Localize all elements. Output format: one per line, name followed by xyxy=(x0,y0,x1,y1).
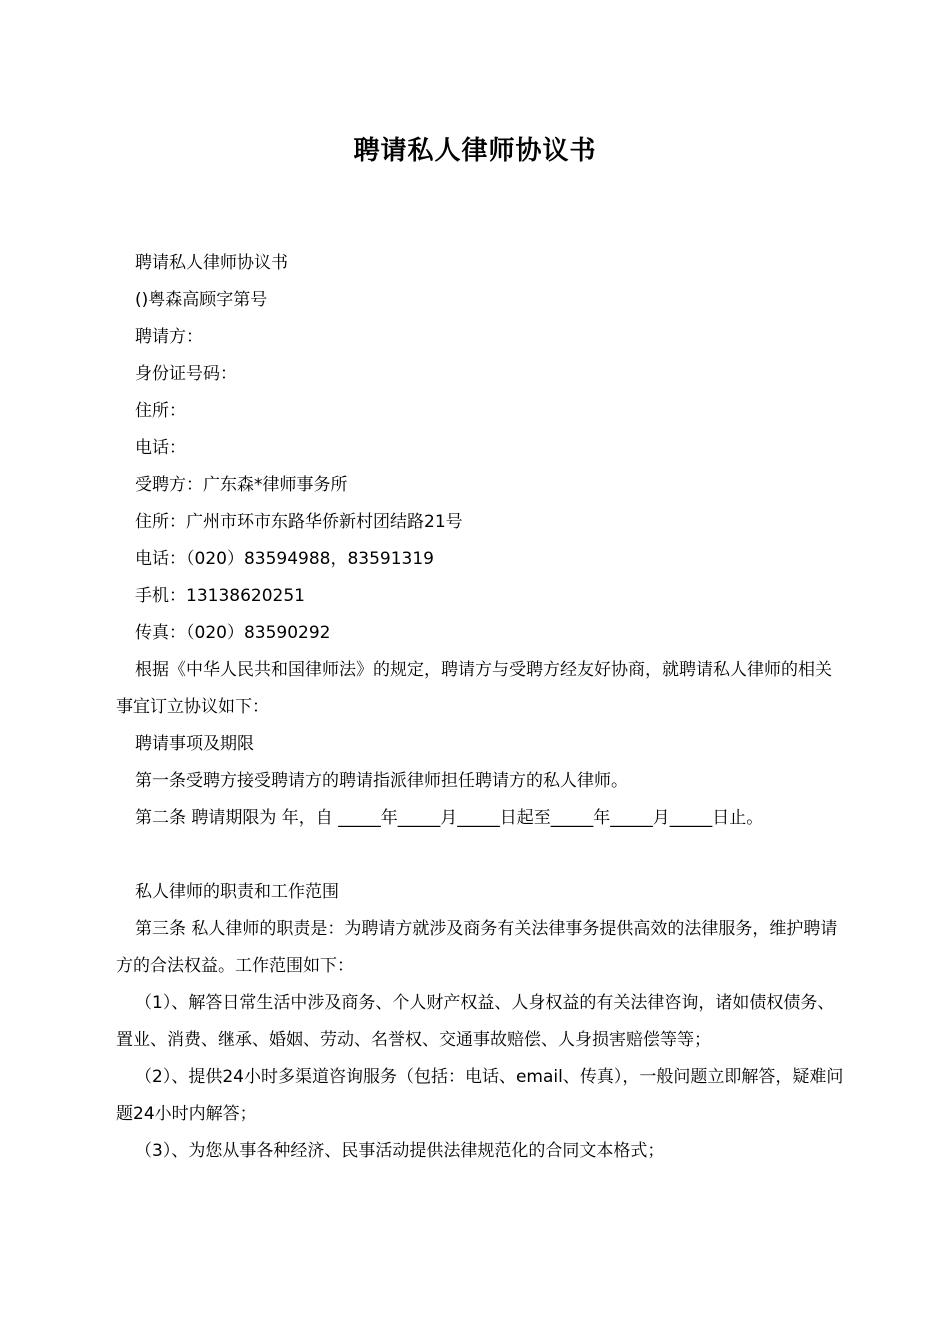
client-address-line: 住所： xyxy=(135,401,186,421)
scope-item-2: （2）、提供24小时多渠道咨询服务（包括：电话、email、传真），一般问题立即解答，疑难问题24小时内解答； xyxy=(116,1067,844,1124)
scope-item-3: （3）、为您从事各种经济、民事活动提供法律规范化的合同文本格式； xyxy=(135,1141,665,1161)
article-3: 第三条 私人律师的职责是：为聘请方就涉及商务有关法律事务提供高效的法律服务，维护聘请方的合法权益。工作范围如下： xyxy=(116,919,838,976)
document-title: 聘请私人律师协议书 xyxy=(353,136,597,166)
document-body xyxy=(116,245,846,1170)
article-1: 第一条受聘方接受聘请方的聘请指派律师担任聘请方的私人律师。 xyxy=(135,771,628,791)
id-number-line: 身份证号码： xyxy=(135,364,237,384)
firm-phone-line: 电话：（020）83594988，83591319 xyxy=(135,549,435,569)
file-number-line: ()粤森高顾字第号 xyxy=(135,290,268,310)
intro-paragraph: 根据《中华人民共和国律师法》的规定，聘请方与受聘方经友好协商，就聘请私人律师的相关事宜订立协议如下： xyxy=(116,660,832,717)
heading-line: 聘请私人律师协议书 xyxy=(135,253,288,273)
firm-mobile-line: 手机：13138620251 xyxy=(135,586,305,606)
firm-fax-line: 传真：（020）83590292 xyxy=(135,623,331,643)
scope-item-1: （1）、解答日常生活中涉及商务、个人财产权益、人身权益的有关法律咨询，诸如债权债务、置业、消费、继承、婚姻、劳动、名誉权、交通事故赔偿、人身损害赔偿等等； xyxy=(116,993,835,1050)
firm-address-line: 住所：广州市环市东路华侨新村团结路21号 xyxy=(135,512,463,532)
section-heading-2: 私人律师的职责和工作范围 xyxy=(135,882,339,902)
client-line: 聘请方： xyxy=(135,327,203,347)
firm-line: 受聘方：广东森*律师事务所 xyxy=(135,475,348,495)
section-heading-1: 聘请事项及期限 xyxy=(135,734,254,754)
client-phone-line: 电话： xyxy=(135,438,186,458)
blank-line xyxy=(116,837,846,874)
article-2: 第二条 聘请期限为 年，自 _____年_____月_____日起至_____年_____月_____日止。 xyxy=(135,808,764,828)
